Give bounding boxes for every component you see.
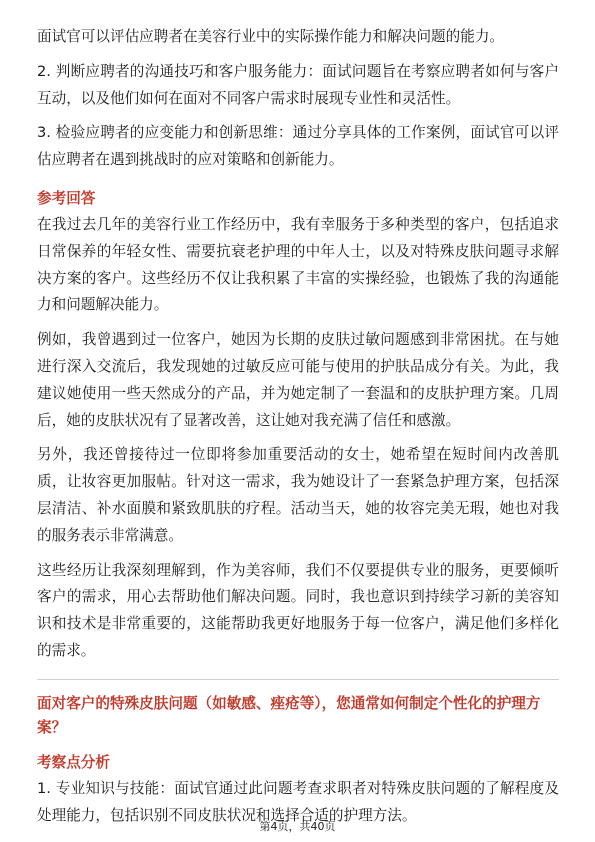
list-item: 2. 判断应聘者的沟通技巧和客户服务能力：面试问题旨在考察应聘者如何与客户互动，以及他们如何在面对不同客户需求时展现专业性和灵活性。	[37, 62, 559, 107]
paragraph: 1. 专业知识与技能：面试官通过此问题考查求职者对特殊皮肤问题的了解程度及处理能力，包括识别不同皮肤状况和选择合适的护理方法。	[37, 779, 559, 824]
paragraph: 面试官可以评估应聘者在美容行业中的实际操作能力和解决问题的能力。	[37, 28, 505, 45]
paragraph: 这些经历让我深刻理解到，作为美容师，我们不仅要提供专业的服务，更要倾听客户的需求，用心去帮助他们解决问题。同时，我也意识到持续学习新的美容知识和技术是非常重要的，这能帮助我更好地服务于每一位客户，满足他们多样化的需求。	[37, 561, 559, 659]
analysis-heading: 考察点分析	[37, 753, 110, 771]
page-number: 第4页，共40页	[259, 820, 336, 833]
paragraph: 例如，我曾遇到过一位客户，她因为长期的皮肤过敏问题感到非常困扰。在与她进行深入交流后，我发现她的过敏反应可能与使用的护肤品成分有关。为此，我建议她使用一些天然成分的产品，并为她定制了一套温和的皮肤护理方案。几周后，她的皮肤状况有了显著改善，这让她对我充满了信任和感激。	[37, 331, 559, 429]
divider	[37, 679, 559, 680]
page-content	[37, 24, 559, 829]
question-title: 面对客户的特殊皮肤问题（如敏感、痤疮等），您通常如何制定个性化的护理方案？	[37, 694, 541, 736]
paragraph: 在我过去几年的美容行业工作经历中，我有幸服务于多种类型的客户，包括追求日常保养的年轻女性、需要抗衰老护理的中年人士，以及对特殊皮肤问题寻求解决方案的客户。这些经历不仅让我积累了丰富的实操经验，也锻炼了我的沟通能力和问题解决能力。	[37, 215, 559, 314]
list-item: 3. 检验应聘者的应变能力和创新思维：通过分享具体的工作案例，面试官可以评估应聘者在遇到挑战时的应对策略和创新能力。	[37, 124, 559, 169]
paragraph: 另外，我还曾接待过一位即将参加重要活动的女士，她希望在短时间内改善肌质，让妆容更加服帖。针对这一需求，我为她设计了一套紧急护理方案，包括深层清洁、补水面膜和紧致肌肤的疗程。活动当天，她的妆容完美无瑕，她也对我的服务表示非常满意。	[37, 446, 559, 544]
reference-answer-heading: 参考回答	[37, 189, 96, 207]
